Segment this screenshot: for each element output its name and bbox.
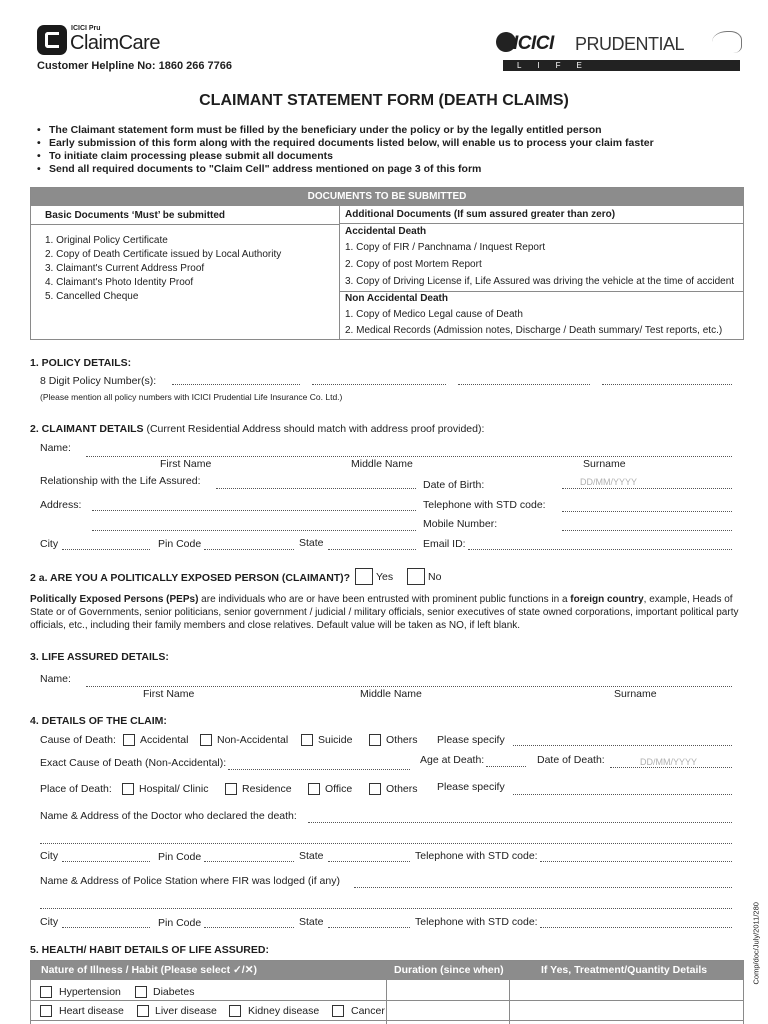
liver-disease-label: Liver disease <box>155 1005 217 1017</box>
form-title: CLAIMANT STATEMENT FORM (DEATH CLAIMS) <box>199 92 569 109</box>
doctor-city-label: City <box>40 850 59 862</box>
police-pincode-label: Pin Code <box>158 917 202 929</box>
email-label: Email ID: <box>423 538 466 550</box>
cause-specify-label: Please specify <box>437 734 505 746</box>
health-heading: 5. HEALTH/ HABIT DETAILS OF LIFE ASSURED: <box>30 944 269 956</box>
place-specify-field[interactable] <box>513 794 732 795</box>
customer-helpline: Customer Helpline No: 1860 266 7766 <box>37 60 233 72</box>
pep-yes-checkbox[interactable] <box>355 568 373 585</box>
police-state-field[interactable] <box>328 927 410 928</box>
address-label: Address: <box>40 499 82 511</box>
la-first-name-caption: First Name <box>143 688 195 700</box>
cause-others-checkbox[interactable] <box>369 734 381 746</box>
heart-disease-label: Heart disease <box>59 1005 124 1017</box>
list-item: 2. Copy of post Mortem Report <box>345 259 482 270</box>
heart-disease-checkbox[interactable] <box>40 1005 52 1017</box>
place-others-checkbox[interactable] <box>369 783 381 795</box>
claimcare-small-text: ICICI Pru <box>71 25 101 32</box>
place-residence-label: Residence <box>242 783 292 795</box>
city-label: City <box>40 538 59 550</box>
mobile-field[interactable] <box>562 530 732 531</box>
police-city-field[interactable] <box>62 927 150 928</box>
instruction-item: • Send all required documents to "Claim Cell" address mentioned on page 3 of this form <box>37 163 747 176</box>
pep-desc-bold: Politically Exposed Persons (PEPs) <box>30 594 199 605</box>
doctor-field-line-1[interactable] <box>308 822 732 823</box>
non-accidental-heading: Non Accidental Death <box>345 293 448 304</box>
health-table <box>30 960 744 1024</box>
list-item: 1. Original Policy Certificate <box>45 235 168 246</box>
doctor-city-field[interactable] <box>62 861 150 862</box>
pep-desc-part-1: are individuals who are or have been entrusted with prominent public functions in a <box>198 594 571 605</box>
middle-name-caption: Middle Name <box>351 458 413 470</box>
claim-heading: 4. DETAILS OF THE CLAIM: <box>30 715 167 727</box>
pincode-label: Pin Code <box>158 538 202 550</box>
dod-label: Date of Death: <box>537 754 605 766</box>
cause-suicide-label: Suicide <box>318 734 353 746</box>
kidney-disease-checkbox[interactable] <box>229 1005 241 1017</box>
relationship-field[interactable] <box>216 488 416 489</box>
mobile-label: Mobile Number: <box>423 518 498 530</box>
place-hospital-label: Hospital/ Clinic <box>139 783 209 795</box>
police-field-line-2[interactable] <box>40 908 732 909</box>
police-city-label: City <box>40 916 59 928</box>
pep-desc-bold-2: foreign country <box>570 594 644 605</box>
surname-caption: Surname <box>583 458 626 470</box>
dod-field[interactable] <box>610 767 732 768</box>
list-item: 3. Copy of Driving License if, Life Assured was driving the vehicle at the time of accident <box>345 276 735 287</box>
additional-docs-heading: Additional Documents (If sum assured greater than zero) <box>345 209 616 220</box>
dob-field[interactable] <box>562 488 732 489</box>
pep-description <box>30 593 744 632</box>
hypertension-label: Hypertension <box>59 986 121 998</box>
place-residence-checkbox[interactable] <box>225 783 237 795</box>
police-state-label: State <box>299 916 324 928</box>
la-name-field[interactable] <box>86 686 732 687</box>
police-telephone-field[interactable] <box>540 927 732 928</box>
city-field[interactable] <box>62 549 150 550</box>
list-item: 2. Medical Records (Admission notes, Discharge / Death summary/ Test reports, etc.) <box>345 325 723 336</box>
doctor-telephone-label: Telephone with STD code: <box>415 850 538 862</box>
age-at-death-label: Age at Death: <box>420 754 485 766</box>
telephone-field[interactable] <box>562 511 732 512</box>
place-office-label: Office <box>325 783 353 795</box>
place-office-checkbox[interactable] <box>308 783 320 795</box>
claimcare-logo-icon <box>37 25 67 55</box>
policy-number-field-3[interactable] <box>458 384 590 385</box>
state-field[interactable] <box>328 549 416 550</box>
cancer-label: Cancer <box>351 1005 385 1017</box>
dob-placeholder: DD/MM/YYYY <box>580 477 638 487</box>
policy-number-field-1[interactable] <box>172 384 300 385</box>
dob-label: Date of Birth: <box>423 479 485 491</box>
claimcare-brand: ClaimCare <box>70 32 160 54</box>
la-surname-caption: Surname <box>614 688 657 700</box>
police-label: Name & Address of Police Station where FIR was lodged (if any) <box>40 875 340 887</box>
address-field-line-2[interactable] <box>92 530 416 531</box>
instructions-list <box>37 124 747 176</box>
doctor-telephone-field[interactable] <box>540 861 732 862</box>
policy-number-field-4[interactable] <box>602 384 732 385</box>
policy-heading: 1. POLICY DETAILS: <box>30 357 132 369</box>
list-item: 1. Copy of Medico Legal cause of Death <box>345 309 523 320</box>
pep-no-label: No <box>428 571 442 583</box>
first-name-caption: First Name <box>160 458 212 470</box>
documents-heading: DOCUMENTS TO BE SUBMITTED <box>31 188 743 206</box>
doctor-label: Name & Address of the Doctor who declared the death: <box>40 810 297 822</box>
claimant-name-label: Name: <box>40 442 71 454</box>
pep-yes-label: Yes <box>376 571 394 583</box>
doctor-pincode-field[interactable] <box>204 861 294 862</box>
policy-number-label: 8 Digit Policy Number(s): <box>40 375 157 387</box>
health-col-duration: Duration (since when) <box>394 964 504 976</box>
cause-accidental-checkbox[interactable] <box>123 734 135 746</box>
prudential-brand: PRUDENTIAL <box>575 34 685 54</box>
place-specify-label: Please specify <box>437 781 505 793</box>
place-label: Place of Death: <box>40 783 112 795</box>
list-item: 3. Claimant's Current Address Proof <box>45 263 205 274</box>
dod-placeholder: DD/MM/YYYY <box>640 757 698 767</box>
claimant-heading <box>30 423 484 435</box>
claimant-heading-note: (Current Residential Address should match with address proof provided): <box>143 423 485 435</box>
la-name-label: Name: <box>40 673 71 685</box>
doctor-field-line-2[interactable] <box>40 843 732 844</box>
diabetes-label: Diabetes <box>153 986 195 998</box>
health-col-treatment: If Yes, Treatment/Quantity Details <box>541 964 708 976</box>
liver-disease-checkbox[interactable] <box>137 1005 149 1017</box>
cause-accidental-label: Accidental <box>140 734 189 746</box>
diabetes-checkbox[interactable] <box>135 986 147 998</box>
health-col-illness: Nature of Illness / Habit (Please select ✓/✕) <box>41 964 257 976</box>
life-assured-heading: 3. LIFE ASSURED DETAILS: <box>30 651 169 663</box>
state-label: State <box>299 537 324 549</box>
documents-table <box>30 187 744 340</box>
icici-brand: ICICI <box>513 33 554 54</box>
cause-specify-field[interactable] <box>513 745 732 746</box>
basic-docs-list <box>45 234 281 304</box>
claimant-name-field[interactable] <box>86 456 732 457</box>
list-item: 1. Copy of FIR / Panchnama / Inquest Report <box>345 242 546 253</box>
accidental-heading: Accidental Death <box>345 226 427 237</box>
place-hospital-checkbox[interactable] <box>122 783 134 795</box>
claimant-heading-title: 2. CLAIMANT DETAILS <box>30 423 144 435</box>
age-at-death-field[interactable] <box>486 766 526 767</box>
police-field-line-1[interactable] <box>354 887 732 888</box>
pincode-field[interactable] <box>204 549 294 550</box>
pep-question: 2 a. ARE YOU A POLITICALLY EXPOSED PERSON (CLAIMANT)? <box>30 572 351 584</box>
basic-docs-heading: Basic Documents ‘Must’ be submitted <box>45 210 226 221</box>
cause-label: Cause of Death: <box>40 734 116 746</box>
doctor-state-label: State <box>299 850 324 862</box>
cause-suicide-checkbox[interactable] <box>301 734 313 746</box>
doctor-state-field[interactable] <box>328 861 410 862</box>
police-telephone-label: Telephone with STD code: <box>415 916 538 928</box>
cause-non-accidental-label: Non-Accidental <box>217 734 289 746</box>
policy-number-field-2[interactable] <box>312 384 446 385</box>
lion-logo-icon <box>712 31 742 53</box>
policy-note: (Please mention all policy numbers with ICICI Prudential Life Insurance Co. Ltd.) <box>40 392 343 402</box>
pep-no-checkbox[interactable] <box>407 568 425 585</box>
telephone-label: Telephone with STD code: <box>423 499 546 511</box>
kidney-disease-label: Kidney disease <box>248 1005 320 1017</box>
hypertension-checkbox[interactable] <box>40 986 52 998</box>
list-item: 4. Claimant's Photo Identity Proof <box>45 277 194 288</box>
la-middle-name-caption: Middle Name <box>360 688 422 700</box>
life-insurance-bar: LIFE INSURANCE <box>503 60 740 71</box>
address-field-line-1[interactable] <box>92 510 416 511</box>
cause-others-label: Others <box>386 734 418 746</box>
police-pincode-field[interactable] <box>204 927 294 928</box>
cause-non-accidental-checkbox[interactable] <box>200 734 212 746</box>
instruction-item: • The Claimant statement form must be filled by the beneficiary under the policy or by the legally entitled person <box>37 124 747 137</box>
exact-cause-field[interactable] <box>228 769 410 770</box>
exact-cause-label: Exact Cause of Death (Non-Accidental): <box>40 757 227 769</box>
list-item: 5. Cancelled Cheque <box>45 291 139 302</box>
cancer-checkbox[interactable] <box>332 1005 344 1017</box>
email-field[interactable] <box>468 549 732 550</box>
instruction-item: • Early submission of this form along with the required documents listed below, will enable us to process your claim faster <box>37 137 747 150</box>
instruction-item: • To initiate claim processing please submit all documents <box>37 150 747 163</box>
pep-desc-part-2: , example, Heads of State or of Governments, senior politicians, senior government / judicial / military officials, senior executives of state owned corporations, important political party officials, etc., including their family members and close relatives. Default value will be taken as NO, if left blank. <box>30 594 739 631</box>
list-item: 2. Copy of Death Certificate issued by Local Authority <box>45 249 282 260</box>
relationship-label: Relationship with the Life Assured: <box>40 475 201 487</box>
side-form-code: Comp/doc/July/2011/280 <box>751 902 761 985</box>
place-others-label: Others <box>386 783 418 795</box>
doctor-pincode-label: Pin Code <box>158 851 202 863</box>
